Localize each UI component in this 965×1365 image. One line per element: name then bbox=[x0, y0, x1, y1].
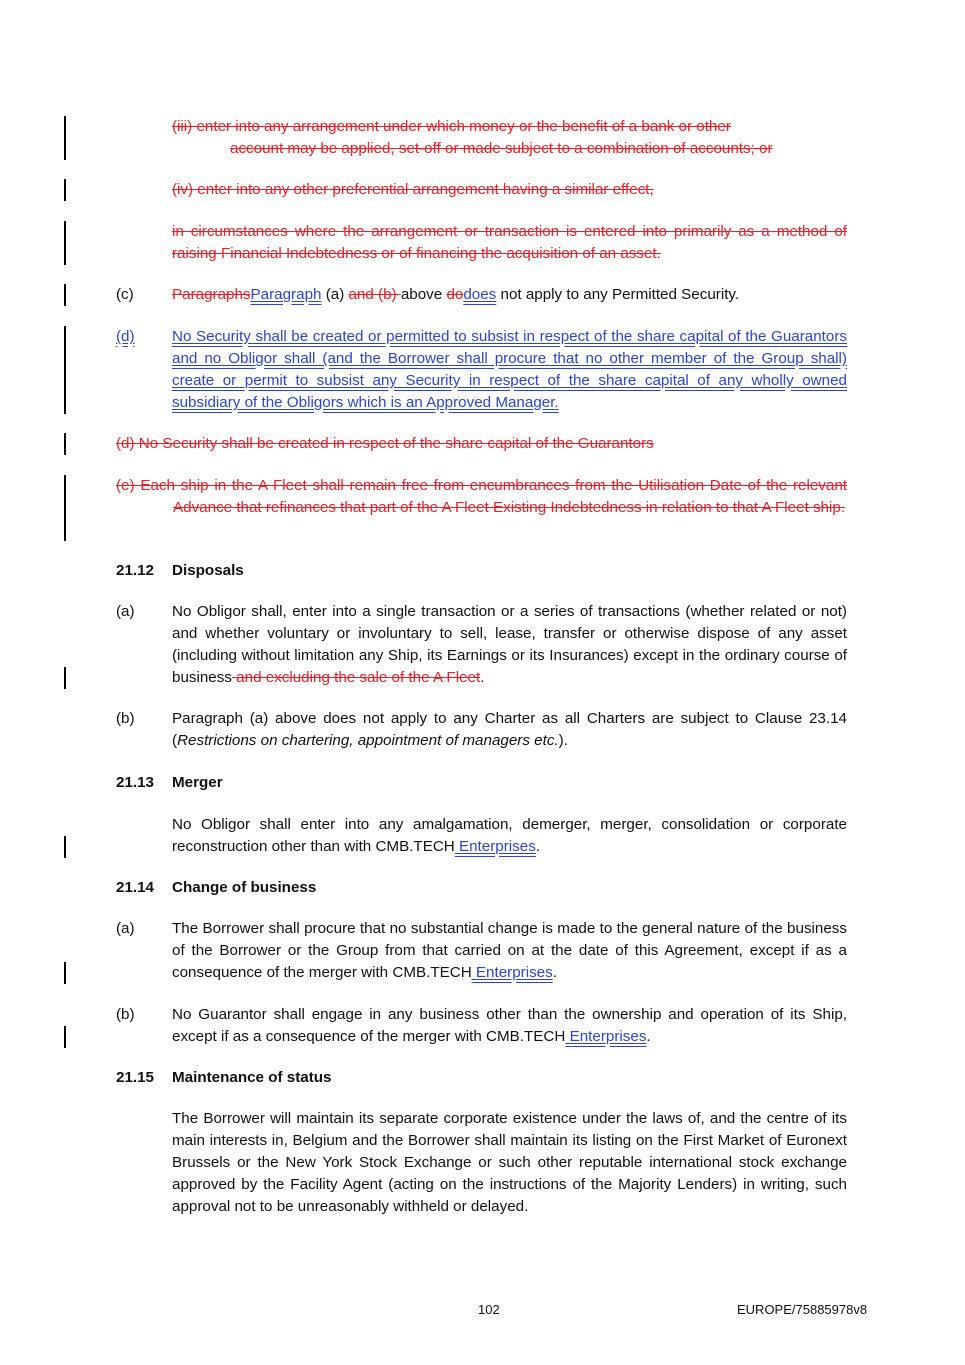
s2112-b-label: (b) bbox=[116, 710, 135, 727]
para-c-text bbox=[172, 284, 847, 306]
para-c-text-part: (a) bbox=[321, 286, 349, 303]
change-bar bbox=[64, 475, 66, 541]
s2113-main: No Obligor shall enter into any amalgamation, demerger, merger, consolidation or corporate reconstruction other than with CMB.TECH bbox=[172, 816, 847, 855]
change-bar bbox=[64, 179, 66, 201]
s2112-b-text bbox=[172, 708, 847, 752]
s2114-b-main: No Guarantor shall engage in any business other than the ownership and operation of its Ship, except if as a consequence of the merger with CMB.TECH bbox=[172, 1006, 847, 1045]
change-bar bbox=[64, 836, 66, 858]
s2113-text bbox=[172, 814, 847, 858]
page-number: 102 bbox=[478, 1302, 500, 1317]
document-reference: EUROPE/75885978v8 bbox=[737, 1302, 868, 1317]
deleted-iii-line2: account may be applied, set-off or made subject to a combination of accounts; or bbox=[230, 140, 773, 157]
change-bar bbox=[64, 433, 66, 455]
s2114-a-text bbox=[172, 918, 847, 984]
s2112-b-main: Paragraph (a) above does not apply to any Charter as all Charters are subject to Clause 23.14 ( bbox=[172, 710, 847, 749]
s2114-a-main: The Borrower shall procure that no substantial change is made to the general nature of the business of the Borrower or the Group from that carried on at the date of this Agreement, except if as a consequence of the merger with CMB.TECH bbox=[172, 920, 847, 981]
para-c-inserted-does: does bbox=[463, 286, 497, 303]
deleted-para-e: (e) Each ship in the A Fleet shall remain free from encumbrances from the Utilisation Date of the relevant Advance that refinances that part of the A Fleet Existing Indebtedness in relation to that A Fleet ship. bbox=[116, 477, 847, 516]
section-2114-title: Change of business bbox=[172, 879, 317, 896]
section-2113-number: 21.13 bbox=[116, 774, 155, 791]
deleted-paragraph-iii bbox=[172, 116, 847, 160]
s2112-b-end: ). bbox=[558, 732, 568, 749]
change-bar bbox=[64, 116, 66, 160]
para-d-new-label: (d) bbox=[116, 328, 135, 345]
s2113-inserted: Enterprises bbox=[454, 838, 536, 855]
s2112-a-text bbox=[172, 601, 847, 689]
section-2112-number: 21.12 bbox=[116, 562, 155, 579]
s2112-a-end: . bbox=[480, 669, 485, 686]
change-bar bbox=[64, 221, 66, 265]
deleted-iii-line1: (iii) enter into any arrangement under which money or the benefit of a bank or other bbox=[172, 118, 731, 135]
s2114-b-end: . bbox=[646, 1028, 651, 1045]
para-c-inserted-word: Paragraph bbox=[250, 286, 322, 303]
change-bar bbox=[64, 1026, 66, 1048]
s2114-b-label: (b) bbox=[116, 1006, 135, 1023]
para-c-label: (c) bbox=[116, 286, 134, 303]
para-c-deleted-and-b: and (b) bbox=[348, 286, 401, 303]
para-d-new-text: No Security shall be created or permitted to subsist in respect of the share capital of the Guarantors and no Obligor shall (and the Borrower shall procure that no other member of the Group shall) create or permit to subsist any Security in respect of the share capital of any wholly owned subsidiary of the Obligors which is an Approved Manager. bbox=[172, 328, 847, 411]
change-bar bbox=[64, 284, 66, 306]
change-bar bbox=[64, 326, 66, 414]
s2113-end: . bbox=[535, 838, 541, 855]
s2112-a-main: No Obligor shall, enter into a single transaction or a series of transactions (whether related or not) and whether voluntary or involuntary to sell, lease, transfer or otherwise dispose of any asset (including without limitation any Ship, its Earnings or its Insurances) except in the ordinary course of business bbox=[172, 603, 847, 686]
deleted-para-d: (d) No Security shall be created in respect of the share capital of the Guarantors bbox=[116, 435, 654, 452]
s2112-a-deleted: and excluding the sale of the A Fleet bbox=[231, 669, 481, 686]
deleted-paragraph-iv: (iv) enter into any other preferential arrangement having a similar effect, bbox=[172, 181, 654, 198]
section-2112-title: Disposals bbox=[172, 562, 244, 579]
s2115-text: The Borrower will maintain its separate corporate existence under the laws of, and the centre of its main interests in, Belgium and the Borrower shall maintain its listing on the First Market of Euronext Brussels or the New York Stock Exchange or such other reputable international stock exchange approved by the Facility Agent (acting on the instructions of the Majority Lenders) in writing, such approval not to be unreasonably withheld or delayed. bbox=[172, 1110, 847, 1215]
s2112-a-label: (a) bbox=[116, 603, 135, 620]
para-c-deleted-word: Paragraphs bbox=[172, 286, 251, 303]
change-bar bbox=[64, 667, 66, 689]
section-2113-title: Merger bbox=[172, 774, 223, 791]
para-c-text-part: not apply to any Permitted Security. bbox=[496, 286, 740, 303]
section-2114-number: 21.14 bbox=[116, 879, 155, 896]
para-c-text-part: above bbox=[400, 286, 447, 303]
s2114-b-inserted: Enterprises bbox=[565, 1028, 647, 1045]
para-c-deleted-do: do bbox=[446, 286, 464, 303]
s2114-a-label: (a) bbox=[116, 920, 135, 937]
change-bar bbox=[64, 962, 66, 984]
deleted-circumstances-paragraph: in circumstances where the arrangement or transaction is entered into primarily as a method of raising Financial Indebtedness or of financing the acquisition of an asset. bbox=[172, 223, 847, 262]
section-2115-title: Maintenance of status bbox=[172, 1069, 332, 1086]
s2112-b-clause-title: Restrictions on chartering, appointment of managers etc. bbox=[177, 732, 559, 749]
s2114-a-inserted: Enterprises bbox=[471, 964, 553, 981]
section-2115-number: 21.15 bbox=[116, 1069, 155, 1086]
s2114-a-end: . bbox=[552, 964, 557, 981]
s2114-b-text bbox=[172, 1004, 847, 1048]
